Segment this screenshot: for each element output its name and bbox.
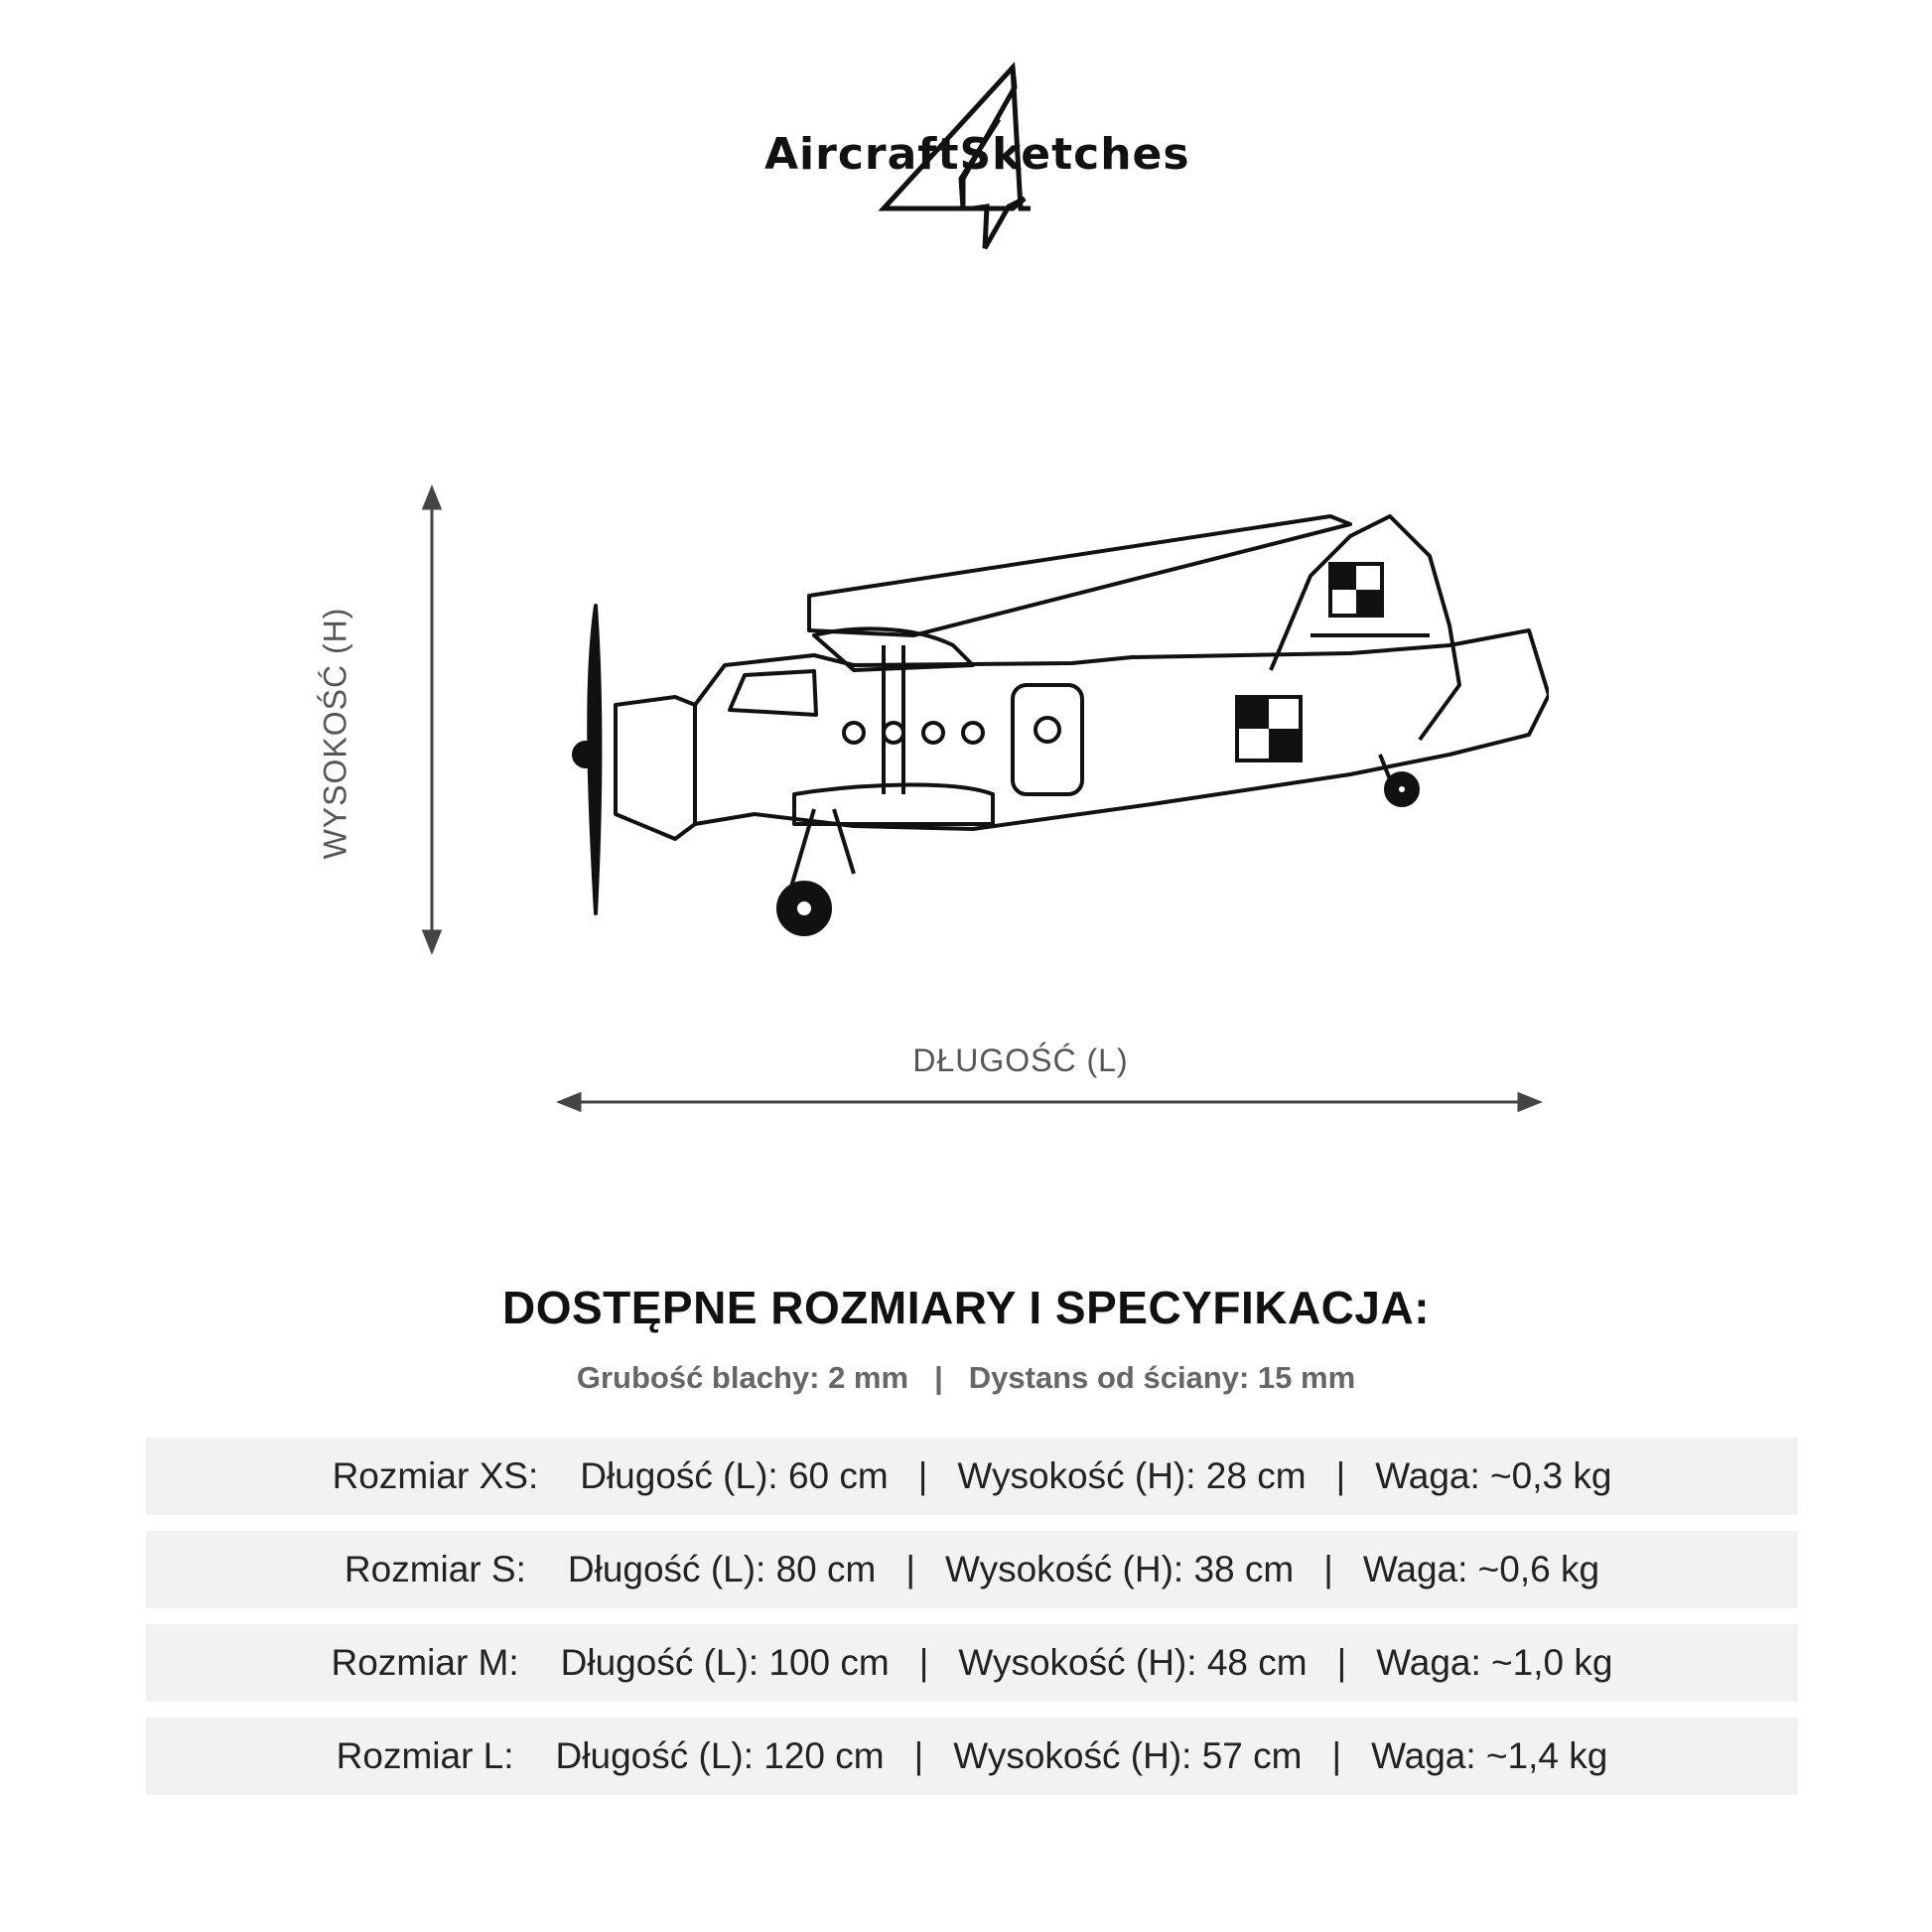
size-row-s — [146, 1531, 1798, 1608]
specs-subtitle — [0, 1360, 1932, 1396]
separator: | — [918, 1642, 929, 1683]
length-value: Długość (L): 60 cm — [580, 1455, 889, 1496]
wall-distance: Dystans od ściany: 15 mm — [968, 1360, 1356, 1395]
size-label: Rozmiar XS: — [332, 1455, 539, 1496]
size-label: Rozmiar M: — [331, 1642, 519, 1683]
height-value: Wysokość (H): 28 cm — [957, 1455, 1307, 1496]
separator: | — [1331, 1735, 1342, 1776]
separator: | — [1323, 1549, 1333, 1589]
length-value: Długość (L): 80 cm — [567, 1549, 877, 1589]
length-value: Długość (L): 100 cm — [560, 1642, 890, 1683]
length-value: Długość (L): 120 cm — [555, 1735, 885, 1776]
height-value: Wysokość (H): 48 cm — [958, 1642, 1308, 1683]
size-row-xs — [146, 1438, 1798, 1515]
size-label: Rozmiar L: — [336, 1735, 514, 1776]
size-row-m — [146, 1624, 1798, 1702]
aircraft-silhouette — [556, 477, 1549, 993]
height-dimension-label: WYSOKOŚĆ (H) — [317, 607, 353, 860]
weight-value: Waga: ~1,4 kg — [1371, 1735, 1608, 1776]
weight-value: Waga: ~1,0 kg — [1376, 1642, 1613, 1683]
weight-value: Waga: ~0,6 kg — [1362, 1549, 1600, 1589]
insignia-checker-icon — [1237, 564, 1382, 760]
separator: | — [905, 1549, 915, 1589]
logo-text: AircraftSketches — [764, 129, 1190, 180]
length-dimension-label: DŁUGOŚĆ (L) — [912, 1042, 1129, 1078]
height-value: Wysokość (H): 38 cm — [945, 1549, 1295, 1589]
separator: | — [917, 1455, 928, 1496]
separator: | — [1335, 1455, 1346, 1496]
sheet-thickness: Grubość blachy: 2 mm — [576, 1360, 909, 1395]
size-table — [146, 1438, 1798, 1811]
size-label: Rozmiar S: — [344, 1549, 526, 1589]
height-value: Wysokość (H): 57 cm — [953, 1735, 1303, 1776]
separator: | — [913, 1735, 924, 1776]
separator: | — [934, 1360, 943, 1395]
weight-value: Waga: ~0,3 kg — [1375, 1455, 1612, 1496]
size-row-l — [146, 1718, 1798, 1795]
separator: | — [1336, 1642, 1347, 1683]
specs-title: DOSTĘPNE ROZMIARY I SPECYFIKACJA: — [501, 1282, 1431, 1333]
